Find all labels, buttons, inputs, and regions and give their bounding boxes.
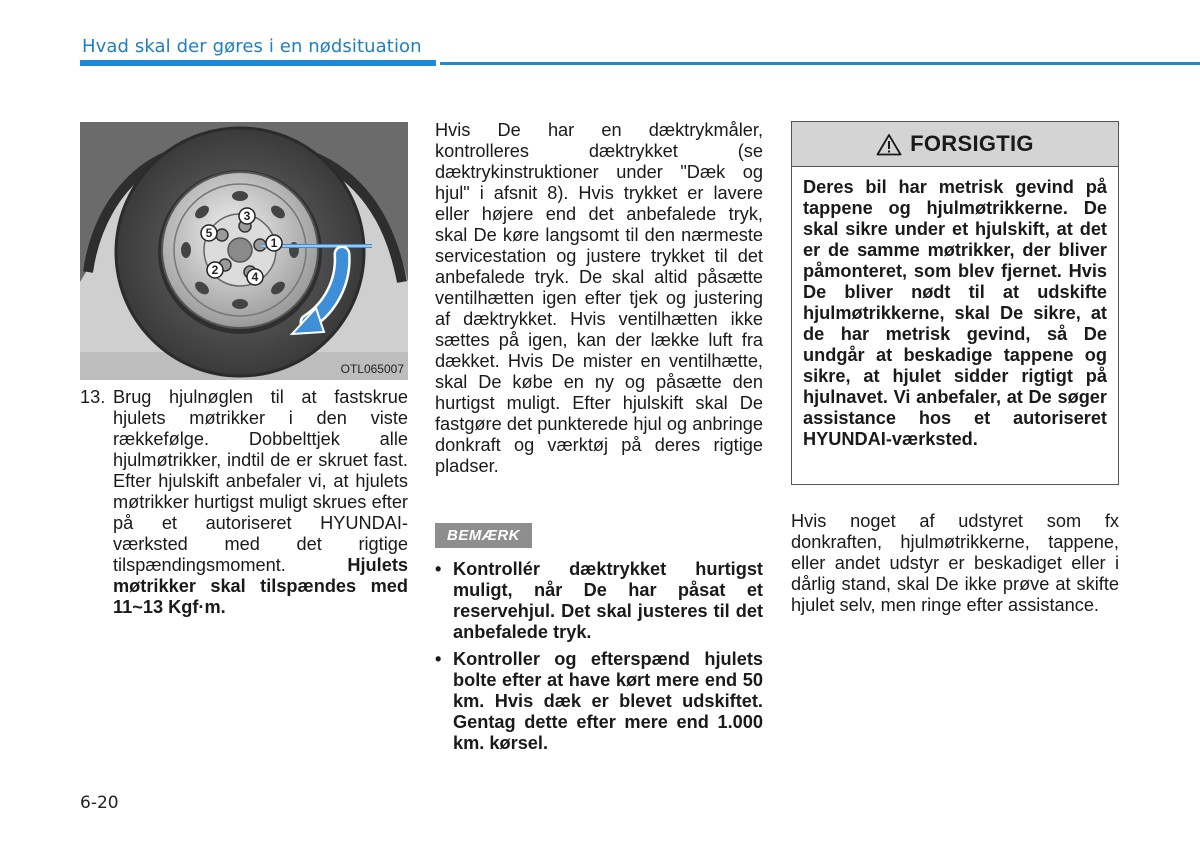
note-item — [435, 649, 763, 754]
svg-text:5: 5 — [205, 226, 213, 240]
bullet-icon: • — [435, 649, 442, 669]
svg-text:1: 1 — [270, 236, 278, 250]
note-item — [435, 559, 763, 643]
tire-pressure-paragraph: Hvis De har en dæktrykmåler, kontrolleres dæktrykket (se dæktrykinstruktioner under "Dæk og hjul" i afsnit 8). Hvis trykket er lavere eller højere end det anbefalede tryk, skal De køre langsomt til den nærmeste servicestation og justere trykket til det anbefalede tryk. De skal altid påsætte ventilhætten igen efter tjek og justering af dæktrykket. Hvis ventilhætten ikke sættes på igen, kan der lække luft fra dækket. Hvis De mister en ventilhætte, skal De købe en ny og påsætte den hurtigst muligt. Efter hjulskift skal De fastgøre det punkterede hjul og anbringe donkraft og værktøj på deres rigtige pladser. — [435, 120, 763, 476]
svg-text:2: 2 — [211, 263, 219, 277]
nut-label-1 — [266, 235, 282, 251]
nut-label-4 — [247, 269, 263, 285]
note-item-text: Kontroller og efterspænd hjulets bolte efter at have kørt mere end 50 km. Hvis dæk er blevet udskiftet. Gentag dette efter mere end 1.000 km. kørsel. — [453, 649, 763, 753]
equipment-paragraph: Hvis noget af udstyret som fx donkraften, hjulmøtrikkerne, tappene, eller andet udstyr er beskadiget eller i dårlig stand, skal De ikke prøve at skifte hjulet selv, men ringe efter assistance. — [791, 511, 1119, 615]
bullet-icon: • — [435, 559, 442, 579]
step-bold-text: Hjulets møtrikker skal tilspændes med 11~13 Kgf·m. — [113, 555, 408, 617]
caution-box — [791, 121, 1119, 485]
wheel-illustration — [80, 122, 408, 380]
step-body — [113, 387, 408, 618]
note-list — [435, 559, 763, 760]
nut-label-5 — [201, 225, 217, 241]
section-title: Hvad skal der gøres i en nødsituation — [82, 36, 422, 57]
note-badge: BEMÆRK — [435, 523, 532, 548]
svg-text:4: 4 — [251, 270, 259, 284]
nut-label-3 — [239, 208, 255, 224]
caution-title: FORSIGTIG — [910, 131, 1034, 156]
caution-header — [792, 122, 1118, 167]
header-rule-thin — [440, 62, 1200, 65]
caution-body: Deres bil har metrisk gevind på tappene og hjulmøtrikkerne. De skal sikre under et hjulskift, at det er de samme møtrikker, der bliver påmonteret, som blev fjernet. Hvis De bliver nødt til at udskifte hjulmøtrikkerne, skal De sikre, at de har metrisk gevind, så De undgår at beskadige tappene og sikre, at hjulet sidder rigtigt på hjulnavet. Vi anbefaler, at De søger assistance hos et autoriseret HYUNDAI-værksted. — [803, 177, 1107, 449]
step-number: 13. — [80, 387, 106, 407]
note-item-text: Kontrollér dæktrykket hurtigst muligt, når De har påsat et reservehjul. Det skal justeres til det anbefalede tryk. — [453, 559, 763, 642]
nut-label-2 — [207, 262, 223, 278]
figure-code: OTL065007 — [340, 362, 404, 376]
page-number: 6-20 — [80, 793, 119, 813]
svg-text:3: 3 — [243, 209, 251, 223]
step-text: Brug hjulnøglen til at fastskrue hjulets møtrikker i den viste rækkefølge. Dobbelttjek alle hjulmøtrikker, indtil de er skruet fast. Efter hjulskift anbefaler vi, at hjulets møtrikker hurtigst muligt skrues efter på et autoriseret HYUNDAI-værksted med det rigtige tilspændingsmoment. — [113, 387, 408, 575]
wheel-drawing — [80, 122, 408, 380]
header-rule-thick — [80, 60, 436, 66]
warning-triangle-icon — [876, 133, 902, 156]
step-13 — [80, 387, 408, 618]
